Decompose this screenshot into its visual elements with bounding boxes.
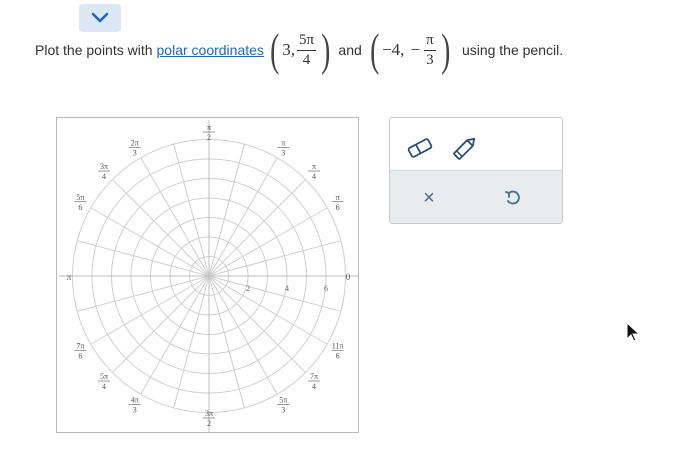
angle-label-numerator: 3π — [204, 409, 214, 418]
undo-button[interactable] — [498, 183, 528, 213]
point-2: ( −4, − $\frac{\pi}{3}$ ) — [369, 24, 450, 75]
grid-spoke — [209, 241, 341, 276]
angle-label-denominator: 3 — [281, 405, 286, 415]
point-2-sign: − — [410, 40, 421, 59]
angle-label-pi-4 — [308, 162, 320, 181]
angle-label-text: π — [66, 272, 72, 282]
eraser-button[interactable] — [395, 128, 445, 168]
polar-coordinates-link[interactable]: polar coordinates — [156, 42, 264, 58]
angle-label-numerator: 7π — [76, 341, 85, 351]
angle-label-pi-6 — [332, 193, 344, 212]
angle-label-numerator: π — [281, 138, 286, 148]
angle-label-pi-3 — [277, 138, 289, 157]
pencil-icon — [451, 135, 479, 161]
angle-label-numerator: 5π — [76, 192, 85, 202]
radial-tick-label: 2 — [246, 284, 250, 293]
grid-spoke — [174, 276, 209, 408]
grid-spoke — [209, 276, 244, 408]
grid-spoke — [209, 158, 277, 276]
point-2-r: −4, — [382, 40, 405, 59]
undo-icon — [504, 189, 522, 207]
grid-spoke — [209, 276, 277, 394]
grid-spoke — [209, 179, 306, 276]
angle-label-5pi-4 — [98, 372, 110, 391]
angle-label-numerator: 5π — [99, 372, 109, 382]
angle-label-2pi-3 — [129, 138, 141, 157]
angle-label-numerator: 5π — [279, 395, 288, 405]
angle-label-7pi-6 — [74, 341, 86, 360]
angle-label-numerator: 7π — [309, 372, 319, 382]
angle-label-numerator: π — [311, 161, 317, 171]
grid-spoke — [141, 158, 209, 276]
grid-spoke — [209, 276, 341, 311]
angle-label-denominator: 6 — [78, 202, 83, 212]
angle-label-denominator: 4 — [101, 171, 106, 181]
point-1: ( 3, $\frac{5\pi}{4}$ ) — [269, 24, 331, 75]
grid-spoke — [209, 276, 306, 373]
angle-label-denominator: 4 — [101, 382, 106, 392]
grid-spoke — [209, 276, 327, 344]
grid-spoke — [91, 276, 209, 344]
angle-label-numerator: 4π — [130, 395, 139, 405]
grid-spoke — [112, 179, 209, 276]
close-icon: × — [423, 186, 435, 209]
question-suffix: using the pencil. — [461, 42, 564, 58]
angle-label-denominator: 3 — [132, 148, 137, 158]
pencil-button[interactable] — [440, 128, 490, 168]
angle-label-denominator: 4 — [312, 171, 317, 181]
eraser-icon — [406, 137, 434, 159]
grid-spoke — [77, 241, 209, 276]
angle-label-7pi-4 — [308, 372, 320, 391]
angle-label-pi — [67, 272, 72, 282]
angle-label-numerator: π — [335, 192, 340, 202]
question-prefix: Plot the points with — [35, 42, 153, 58]
angle-label-denominator: 3 — [281, 148, 286, 158]
angle-label-denominator: 6 — [335, 351, 340, 361]
angle-label-denominator: 3 — [132, 405, 137, 415]
clear-button[interactable] — [414, 183, 444, 213]
point-1-r: 3, — [282, 40, 295, 59]
angle-label-5pi-3 — [277, 396, 289, 415]
mouse-cursor-icon — [625, 322, 641, 342]
radial-tick-label: 6 — [324, 284, 328, 293]
angle-label-denominator: 4 — [312, 382, 317, 392]
polar-graph[interactable] — [56, 117, 359, 433]
tool-footer — [390, 170, 562, 223]
drawing-tool-panel — [389, 117, 563, 224]
grid-spoke — [112, 276, 209, 373]
angle-label-5pi-6 — [74, 193, 86, 212]
grid-spoke — [209, 208, 327, 276]
angle-label-numerator: 11π — [331, 341, 344, 351]
angle-label-denominator: 2 — [207, 419, 211, 428]
angle-label-numerator: 2π — [130, 138, 139, 148]
and-text: and — [338, 42, 362, 58]
point-2-theta: $\frac{\pi}{3}$ — [426, 32, 434, 68]
point-1-theta: $\frac{5\pi}{4}$ — [299, 32, 315, 68]
grid-spoke — [174, 144, 209, 276]
radial-tick-label: 4 — [285, 284, 289, 293]
angle-label-3pi-2 — [203, 409, 215, 428]
grid-spoke — [209, 144, 244, 276]
angle-label-3pi-4 — [98, 162, 110, 181]
angle-label-4pi-3 — [129, 396, 141, 415]
question-text — [35, 20, 563, 80]
grid-spoke — [141, 276, 209, 394]
grid-spoke — [91, 208, 209, 276]
angle-label-text: 0 — [345, 272, 351, 282]
angle-label-numerator: π — [206, 123, 212, 132]
polar-grid[interactable] — [57, 118, 360, 434]
angle-label-denominator: 2 — [207, 133, 211, 142]
angle-label-numerator: 3π — [99, 161, 109, 171]
grid-spoke — [77, 276, 209, 311]
angle-label-denominator: 6 — [78, 351, 83, 361]
angle-label-11pi-6 — [332, 341, 344, 360]
angle-label-denominator: 6 — [335, 202, 340, 212]
angle-label-0 — [346, 272, 351, 282]
